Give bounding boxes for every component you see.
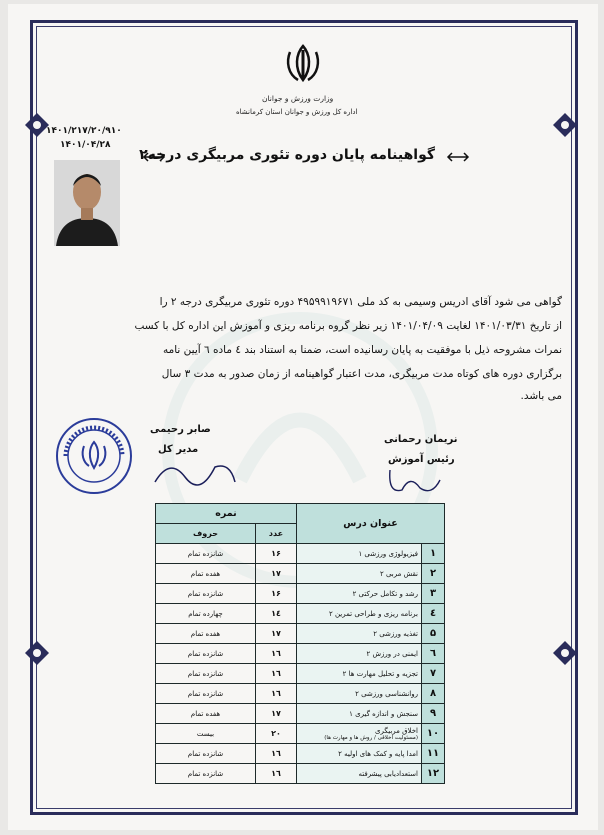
- subject-cell: تجزیه و تحلیل مهارت ها ۲: [297, 664, 422, 684]
- subject-cell: امدا پایه و کمک های اولیه ۲: [297, 744, 422, 764]
- director-title: مدیر کل: [158, 444, 199, 455]
- row-number: ۷: [422, 664, 445, 684]
- grade-words: بیست: [156, 724, 256, 744]
- table-row: [156, 644, 445, 664]
- subject-cell: رشد و تکامل حرکتی ۲: [297, 584, 422, 604]
- subject-cell: برنامه ریزی و طراحی تمرین ۲: [297, 604, 422, 624]
- training-head-signature: [380, 460, 450, 500]
- row-number: ۹: [422, 704, 445, 724]
- training-head-name: نریمان رحمانی: [384, 434, 458, 445]
- iran-emblem-icon: [282, 42, 324, 86]
- grade-column-header: نمره: [156, 504, 297, 524]
- training-head-title: رئیس آموزش: [388, 454, 455, 465]
- grade-words: چهارده تمام: [156, 604, 256, 624]
- certificate-title: گواهینامه پایان دوره تئوری مربیگری درجه۲: [139, 147, 435, 163]
- table-row: [156, 744, 445, 764]
- row-number: ٤: [422, 604, 445, 624]
- digits-column-header: عدد: [256, 524, 297, 544]
- row-number: ۵: [422, 624, 445, 644]
- row-number: ۲: [422, 564, 445, 584]
- side-ornament-left-bottom-icon: [24, 640, 50, 666]
- grade-digits: ۱۷: [256, 704, 297, 724]
- grade-words: هفده تمام: [156, 564, 256, 584]
- ministry-name: وزارت ورزش و جوانان: [262, 94, 334, 103]
- subject-cell: استعدادیابی پیشرفته: [297, 764, 422, 784]
- side-ornament-right-top-icon: [552, 112, 578, 138]
- row-number: ۱۱: [422, 744, 445, 764]
- subject-column-header: عنوان درس: [297, 504, 445, 544]
- row-number: ۱۰: [422, 724, 445, 744]
- grade-words: شانزده تمام: [156, 684, 256, 704]
- row-number: ۸: [422, 684, 445, 704]
- director-signature: [150, 452, 240, 492]
- grade-words: شانزده تمام: [156, 644, 256, 664]
- table-row: [156, 684, 445, 704]
- grade-digits: ۱٦: [256, 744, 297, 764]
- holder-photo: [54, 160, 120, 246]
- table-row: [156, 764, 445, 784]
- body-line-4: برگزاری دوره های کوتاه مدت مربیگری، مدت اعتبار گواهینامه از زمان صدور به مدت ۳ سال: [161, 368, 562, 380]
- body-line-5: می باشد.: [520, 390, 562, 402]
- grade-digits: ۱٦: [256, 644, 297, 664]
- grade-digits: ۱٦: [256, 684, 297, 704]
- row-number: ۱۲: [422, 764, 445, 784]
- grade-digits: ۱۷: [256, 564, 297, 584]
- subject-note: (مسئولیت اخلاقی / روش ها و مهارت ها): [324, 734, 418, 741]
- table-row: [156, 704, 445, 724]
- body-line-1: گواهی می شود آقای ادریس وسیمی به کد ملی ۴۹۵۹۹۱۹۶۷۱ دوره تئوری مربیگری درجه ۲ را: [159, 296, 562, 308]
- row-number: ۳: [422, 584, 445, 604]
- grade-words: هفده تمام: [156, 704, 256, 724]
- table-row: [156, 604, 445, 624]
- subject-text: اخلاق مربیگری: [375, 726, 418, 735]
- table-row: [156, 664, 445, 684]
- body-line-3: نمرات مشروحه ذیل با موفقیت به پایان رسانیده است، ضمنا به استناد بند ٤ ماده ٦ آیین نامه: [162, 344, 562, 356]
- row-number: ۱: [422, 544, 445, 564]
- grade-digits: ۱۶: [256, 584, 297, 604]
- reference-number: ۱۴۰۱/۲۱۷/۲۰/۹۱۰: [46, 126, 122, 136]
- table-row: [156, 564, 445, 584]
- body-line-2: از تاریخ ۱۴۰۱/۰۳/۳۱ لغایت ۱۴۰۱/۰۴/۰۹ زیر نظر گروه برنامه ریزی و آموزش این اداره کل با کسب: [134, 320, 562, 332]
- subject-cell: نقش مربی ۲: [297, 564, 422, 584]
- grade-digits: ۱۷: [256, 624, 297, 644]
- grade-digits: ۲۰: [256, 724, 297, 744]
- subject-cell: روانشناسی ورزشی ۲: [297, 684, 422, 704]
- subject-cell: [297, 724, 422, 744]
- grade-digits: ۱۶: [256, 544, 297, 564]
- title-ornament-right-icon: [446, 151, 470, 163]
- grade-words: شانزده تمام: [156, 664, 256, 684]
- subject-cell: سنجش و اندازه گیری ۱: [297, 704, 422, 724]
- office-name: اداره کل ورزش و جوانان استان کرمانشاه: [236, 108, 358, 116]
- grade-digits: ۱٤: [256, 604, 297, 624]
- subject-cell: ایمنی در ورزش ۲: [297, 644, 422, 664]
- grade-digits: ۱٦: [256, 664, 297, 684]
- subject-cell: فیزیولوژی ورزشی ۱: [297, 544, 422, 564]
- table-row: [156, 624, 445, 644]
- table-row: [156, 724, 445, 744]
- grade-words: شانزده تمام: [156, 744, 256, 764]
- grade-words: شانزده تمام: [156, 764, 256, 784]
- director-name: صابر رحیمی: [150, 424, 211, 435]
- side-ornament-right-bottom-icon: [552, 640, 578, 666]
- reference-date: ۱۴۰۱/۰۴/۲۸: [60, 140, 111, 150]
- table-row: [156, 544, 445, 564]
- official-stamp: [54, 416, 134, 496]
- subject-cell: تغذیه ورزشی ۲: [297, 624, 422, 644]
- grade-words: شانزده تمام: [156, 584, 256, 604]
- grade-words: هفده تمام: [156, 624, 256, 644]
- words-column-header: حروف: [156, 524, 256, 544]
- grades-table: [155, 503, 445, 784]
- grade-words: شانزده تمام: [156, 544, 256, 564]
- grade-digits: ۱٦: [256, 764, 297, 784]
- table-row: [156, 584, 445, 604]
- row-number: ٦: [422, 644, 445, 664]
